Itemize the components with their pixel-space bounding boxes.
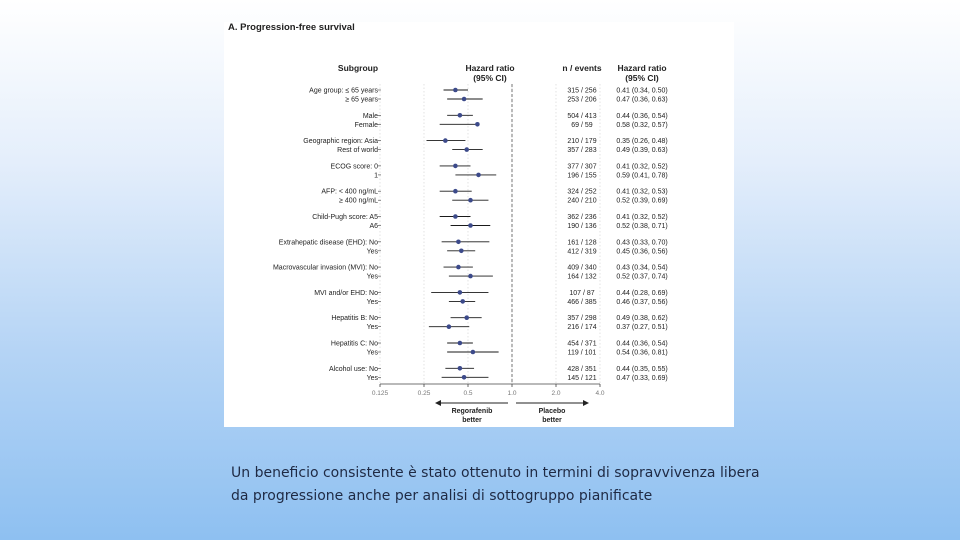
row-label: Macrovascular invasion (MVI): No <box>272 264 378 272</box>
forest-plot <box>224 22 734 427</box>
hr-point <box>453 214 458 219</box>
row-label: Yes <box>366 298 378 306</box>
row-21 <box>367 350 668 357</box>
ci-value: 0.44 (0.36, 0.54) <box>616 112 668 120</box>
x-tick-label: 4.0 <box>595 390 605 397</box>
ci-value: 0.47 (0.33, 0.69) <box>616 374 668 382</box>
row-label: 1 <box>374 172 378 180</box>
hr-point <box>453 164 458 169</box>
row-18 <box>331 315 667 322</box>
row-16 <box>314 290 668 297</box>
forest-plot-figure <box>224 22 734 427</box>
row-label: Age group: ≤ 65 years <box>309 87 378 95</box>
ci-value: 0.41 (0.32, 0.53) <box>616 188 668 196</box>
hr-point <box>462 375 467 380</box>
row-7 <box>374 172 668 179</box>
row-label: Male <box>362 112 378 120</box>
x-axis <box>372 384 605 397</box>
events-value: 315 / 256 <box>567 87 597 95</box>
row-6 <box>331 163 668 170</box>
row-12 <box>279 239 668 246</box>
events-value: 161 / 128 <box>567 239 597 247</box>
hr-point <box>453 88 458 93</box>
hr-point <box>459 249 464 254</box>
caption-line-1: Un beneficio consistente è stato ottenuto in termini di sopravvivenza libera <box>231 465 760 481</box>
hr-point <box>476 173 481 178</box>
hr-point <box>458 341 463 346</box>
row-label: ≥ 65 years <box>345 96 378 104</box>
header-hazard-ratio: Hazard ratio <box>465 63 515 73</box>
ci-value: 0.35 (0.26, 0.48) <box>616 138 668 146</box>
events-value: 164 / 132 <box>567 273 597 281</box>
ci-value: 0.52 (0.39, 0.69) <box>616 197 668 205</box>
slide-caption <box>231 462 831 508</box>
ci-value: 0.41 (0.32, 0.52) <box>616 214 668 221</box>
events-value: 119 / 101 <box>567 349 597 357</box>
ci-value: 0.43 (0.33, 0.70) <box>616 239 668 247</box>
events-value: 69 / 59 <box>571 121 593 129</box>
ci-value: 0.37 (0.27, 0.51) <box>616 324 668 332</box>
events-value: 324 / 252 <box>567 188 597 196</box>
row-label: ECOG score: 0 <box>330 163 378 171</box>
events-value: 357 / 298 <box>567 315 597 323</box>
events-value: 107 / 87 <box>569 289 595 297</box>
x-tick-label: 0.125 <box>371 390 389 397</box>
events-value: 216 / 174 <box>567 324 597 332</box>
row-label: A6 <box>369 223 378 230</box>
row-label: Extrahepatic disease (EHD): No <box>278 239 378 247</box>
ci-value: 0.49 (0.38, 0.62) <box>616 315 668 323</box>
ci-value: 0.49 (0.39, 0.63) <box>616 147 668 155</box>
header-ci-sub: (95% CI) <box>625 73 659 83</box>
row-4 <box>303 138 667 145</box>
subgroup-rows <box>273 88 668 382</box>
row-label: Yes <box>366 349 378 357</box>
arrow-right-label: Placebo <box>538 408 566 415</box>
hr-point <box>464 147 469 152</box>
row-label: Hepatitis B: No <box>331 315 378 323</box>
row-0 <box>309 88 668 95</box>
row-13 <box>367 248 668 255</box>
ci-value: 0.44 (0.35, 0.55) <box>616 365 668 373</box>
gridlines <box>380 84 600 384</box>
row-20 <box>331 341 668 348</box>
ci-value: 0.41 (0.32, 0.52) <box>616 163 668 171</box>
ci-value: 0.41 (0.34, 0.50) <box>616 87 668 95</box>
row-label: Yes <box>366 324 378 332</box>
arrow-left-label: Regorafenib <box>451 408 493 415</box>
x-tick-label: 0.25 <box>417 390 431 397</box>
row-2 <box>363 113 668 120</box>
events-value: 377 / 307 <box>567 163 597 171</box>
ci-value: 0.52 (0.37, 0.74) <box>616 273 668 281</box>
row-8 <box>321 189 667 196</box>
row-label: ≥ 400 ng/mL <box>339 197 378 205</box>
ci-value: 0.44 (0.36, 0.54) <box>616 340 668 348</box>
events-value: 504 / 413 <box>567 112 597 120</box>
caption-line-2: da progressione anche per analisi di sottogruppo pianificate <box>231 488 653 504</box>
row-label: Yes <box>366 273 378 281</box>
events-value: 428 / 351 <box>567 365 597 373</box>
row-label: AFP: < 400 ng/mL <box>321 188 378 196</box>
ci-value: 0.59 (0.41, 0.78) <box>616 172 668 180</box>
hr-point <box>453 189 458 194</box>
ci-value: 0.45 (0.36, 0.56) <box>616 248 668 256</box>
arrow-left-head <box>435 400 441 406</box>
header-ci: Hazard ratio <box>617 63 667 73</box>
row-label: Yes <box>366 248 378 256</box>
events-value: 240 / 210 <box>567 197 597 205</box>
events-value: 409 / 340 <box>567 264 597 272</box>
ci-value: 0.58 (0.32, 0.57) <box>616 121 668 129</box>
hr-point <box>458 366 463 371</box>
events-value: 357 / 283 <box>567 147 597 155</box>
row-11 <box>369 223 667 230</box>
row-23 <box>367 375 668 382</box>
hr-point <box>443 138 448 143</box>
events-value: 145 / 121 <box>567 374 597 382</box>
row-label: Rest of world <box>337 147 378 155</box>
row-5 <box>337 147 668 154</box>
row-9 <box>339 198 668 205</box>
row-label: Alcohol use: No <box>328 365 378 373</box>
row-label: Child-Pugh score: A5 <box>312 214 378 221</box>
hr-point <box>458 113 463 118</box>
events-value: 362 / 236 <box>567 214 597 221</box>
hr-point <box>456 265 461 270</box>
row-1 <box>345 97 667 104</box>
hr-point <box>468 198 473 203</box>
events-value: 466 / 385 <box>567 298 597 306</box>
ci-value: 0.47 (0.36, 0.63) <box>616 96 668 104</box>
hr-point <box>460 299 465 304</box>
ci-value: 0.54 (0.36, 0.81) <box>616 349 668 357</box>
row-19 <box>367 324 668 331</box>
header-events: n / events <box>562 63 602 73</box>
arrow-right-label: better <box>542 417 562 424</box>
hr-point <box>468 274 473 279</box>
hr-point <box>456 240 461 245</box>
row-14 <box>273 265 668 272</box>
arrow-left-label: better <box>462 417 482 424</box>
events-value: 253 / 206 <box>567 96 597 104</box>
hr-point <box>462 97 467 102</box>
hr-point <box>447 324 452 329</box>
row-label: Hepatitis C: No <box>330 340 378 348</box>
events-value: 190 / 136 <box>567 223 597 230</box>
hr-point <box>475 122 480 127</box>
hr-point <box>458 290 463 295</box>
events-value: 196 / 155 <box>567 172 597 180</box>
ci-value: 0.43 (0.34, 0.54) <box>616 264 668 272</box>
events-value: 210 / 179 <box>567 138 597 146</box>
direction-arrows <box>435 400 589 424</box>
row-label: MVI and/or EHD: No <box>314 289 378 297</box>
hr-point <box>468 223 473 228</box>
header-subgroup: Subgroup <box>337 63 379 73</box>
hr-point <box>464 315 469 320</box>
x-tick-label: 2.0 <box>551 390 561 397</box>
ci-value: 0.44 (0.28, 0.69) <box>616 289 668 297</box>
hr-point <box>471 350 476 355</box>
row-17 <box>367 299 668 306</box>
events-value: 454 / 371 <box>567 340 597 348</box>
x-tick-label: 1.0 <box>507 390 517 397</box>
row-label: Geographic region: Asia <box>303 138 378 146</box>
row-label: Yes <box>366 374 378 382</box>
row-label: Female <box>354 121 378 129</box>
row-3 <box>355 122 668 129</box>
row-10 <box>312 214 667 221</box>
row-15 <box>367 274 668 281</box>
x-tick-label: 0.5 <box>463 390 473 397</box>
arrow-right-head <box>583 400 589 406</box>
panel-title: A. Progression-free survival <box>228 22 355 33</box>
header-hazard-ratio-ci: (95% CI) <box>473 73 507 83</box>
events-value: 412 / 319 <box>567 248 597 256</box>
ci-value: 0.46 (0.37, 0.56) <box>616 298 668 306</box>
ci-value: 0.52 (0.38, 0.71) <box>616 223 668 230</box>
